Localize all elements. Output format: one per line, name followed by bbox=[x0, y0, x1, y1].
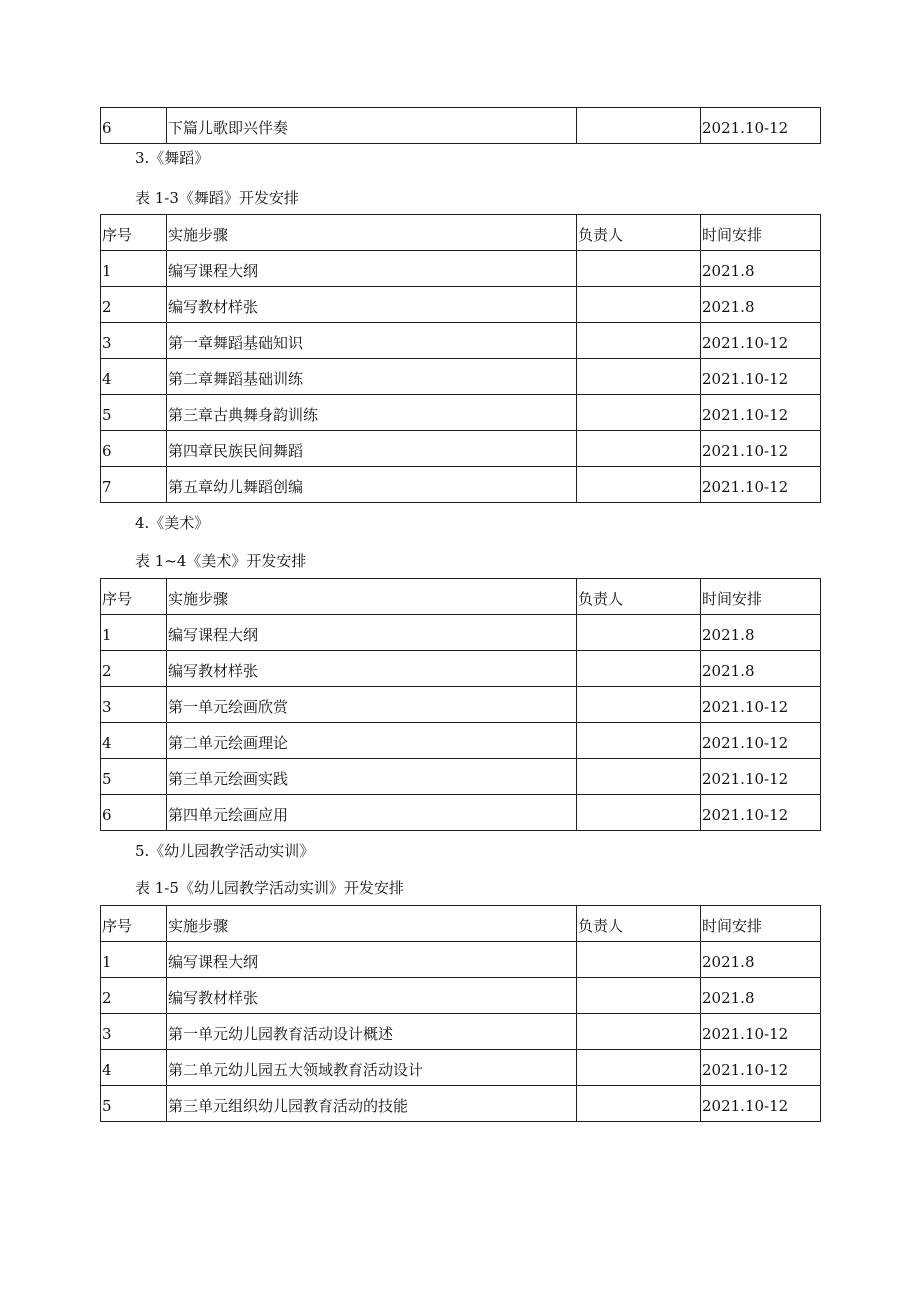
table-art bbox=[100, 578, 821, 831]
cell-owner bbox=[577, 251, 701, 287]
cell-index: 2 bbox=[101, 978, 167, 1014]
cell-step: 第四单元绘画应用 bbox=[167, 795, 577, 831]
table-row bbox=[101, 687, 821, 723]
cell-step: 编写教材样张 bbox=[167, 287, 577, 323]
cell-step: 第四章民族民间舞蹈 bbox=[167, 431, 577, 467]
cell-step: 第二单元幼儿园五大领域教育活动设计 bbox=[167, 1050, 577, 1086]
cell-owner bbox=[577, 978, 701, 1014]
cell-index: 2 bbox=[101, 287, 167, 323]
table-header-row bbox=[101, 906, 821, 942]
header-index: 序号 bbox=[101, 215, 167, 251]
cell-schedule: 2021.10-12 bbox=[701, 687, 821, 723]
cell-index: 6 bbox=[101, 795, 167, 831]
cell-schedule: 2021.10-12 bbox=[701, 1050, 821, 1086]
cell-index: 5 bbox=[101, 1086, 167, 1122]
section-heading-dance: 3.《舞蹈》 bbox=[135, 149, 210, 167]
cell-step: 编写课程大纲 bbox=[167, 615, 577, 651]
cell-owner bbox=[577, 108, 701, 144]
table-row bbox=[101, 978, 821, 1014]
cell-step: 第一章舞蹈基础知识 bbox=[167, 323, 577, 359]
cell-schedule: 2021.10-12 bbox=[701, 1086, 821, 1122]
cell-schedule: 2021.10-12 bbox=[701, 431, 821, 467]
cell-schedule: 2021.10-12 bbox=[701, 795, 821, 831]
table-row bbox=[101, 1086, 821, 1122]
cell-step: 第五章幼儿舞蹈创编 bbox=[167, 467, 577, 503]
table-row bbox=[101, 1050, 821, 1086]
table-row bbox=[101, 795, 821, 831]
table-kindergarten bbox=[100, 905, 821, 1122]
header-schedule: 时间安排 bbox=[701, 579, 821, 615]
cell-index: 4 bbox=[101, 1050, 167, 1086]
cell-owner bbox=[577, 1086, 701, 1122]
cell-index: 6 bbox=[101, 108, 167, 144]
header-step: 实施步骤 bbox=[167, 579, 577, 615]
cell-owner bbox=[577, 723, 701, 759]
table-row bbox=[101, 723, 821, 759]
table-caption-dance: 表 1-3《舞蹈》开发安排 bbox=[135, 189, 299, 207]
cell-step: 第二单元绘画理论 bbox=[167, 723, 577, 759]
header-index: 序号 bbox=[101, 579, 167, 615]
cell-owner bbox=[577, 467, 701, 503]
cell-step: 第三单元组织幼儿园教育活动的技能 bbox=[167, 1086, 577, 1122]
cell-owner bbox=[577, 795, 701, 831]
table-row bbox=[101, 108, 821, 144]
table-row bbox=[101, 615, 821, 651]
cell-schedule: 2021.10-12 bbox=[701, 467, 821, 503]
cell-schedule: 2021.10-12 bbox=[701, 1014, 821, 1050]
cell-index: 5 bbox=[101, 759, 167, 795]
cell-owner bbox=[577, 431, 701, 467]
cell-index: 4 bbox=[101, 359, 167, 395]
table-row bbox=[101, 942, 821, 978]
cell-step: 第三章古典舞身韵训练 bbox=[167, 395, 577, 431]
cell-index: 3 bbox=[101, 687, 167, 723]
cell-schedule: 2021.10-12 bbox=[701, 359, 821, 395]
cell-schedule: 2021.8 bbox=[701, 978, 821, 1014]
cell-step: 第一单元绘画欣赏 bbox=[167, 687, 577, 723]
cell-owner bbox=[577, 287, 701, 323]
table-row bbox=[101, 759, 821, 795]
cell-schedule: 2021.8 bbox=[701, 615, 821, 651]
cell-step: 下篇儿歌即兴伴奏 bbox=[167, 108, 577, 144]
cell-index: 6 bbox=[101, 431, 167, 467]
table-row bbox=[101, 359, 821, 395]
table-row bbox=[101, 431, 821, 467]
cell-owner bbox=[577, 759, 701, 795]
header-step: 实施步骤 bbox=[167, 906, 577, 942]
table-dance bbox=[100, 214, 821, 503]
cell-schedule: 2021.8 bbox=[701, 251, 821, 287]
cell-owner bbox=[577, 615, 701, 651]
header-step: 实施步骤 bbox=[167, 215, 577, 251]
cell-step: 编写教材样张 bbox=[167, 651, 577, 687]
cell-index: 1 bbox=[101, 251, 167, 287]
cell-owner bbox=[577, 323, 701, 359]
cell-index: 1 bbox=[101, 615, 167, 651]
table-row bbox=[101, 251, 821, 287]
cell-index: 5 bbox=[101, 395, 167, 431]
cell-step: 第二章舞蹈基础训练 bbox=[167, 359, 577, 395]
cell-step: 第一单元幼儿园教育活动设计概述 bbox=[167, 1014, 577, 1050]
header-schedule: 时间安排 bbox=[701, 906, 821, 942]
table-music-continuation bbox=[100, 107, 821, 144]
table-row bbox=[101, 395, 821, 431]
cell-schedule: 2021.10-12 bbox=[701, 108, 821, 144]
cell-owner bbox=[577, 942, 701, 978]
cell-owner bbox=[577, 687, 701, 723]
cell-schedule: 2021.10-12 bbox=[701, 759, 821, 795]
section-heading-art: 4.《美术》 bbox=[135, 514, 210, 532]
cell-owner bbox=[577, 1014, 701, 1050]
header-index: 序号 bbox=[101, 906, 167, 942]
table-row bbox=[101, 323, 821, 359]
header-owner: 负责人 bbox=[577, 215, 701, 251]
cell-schedule: 2021.10-12 bbox=[701, 323, 821, 359]
cell-step: 编写课程大纲 bbox=[167, 251, 577, 287]
table-row bbox=[101, 651, 821, 687]
cell-owner bbox=[577, 359, 701, 395]
cell-step: 编写课程大纲 bbox=[167, 942, 577, 978]
header-schedule: 时间安排 bbox=[701, 215, 821, 251]
cell-schedule: 2021.8 bbox=[701, 287, 821, 323]
cell-step: 第三单元绘画实践 bbox=[167, 759, 577, 795]
cell-schedule: 2021.10-12 bbox=[701, 723, 821, 759]
table-header-row bbox=[101, 579, 821, 615]
cell-index: 1 bbox=[101, 942, 167, 978]
cell-schedule: 2021.10-12 bbox=[701, 395, 821, 431]
table-row bbox=[101, 467, 821, 503]
cell-index: 3 bbox=[101, 1014, 167, 1050]
cell-index: 7 bbox=[101, 467, 167, 503]
table-row bbox=[101, 287, 821, 323]
section-heading-kindergarten: 5.《幼儿园教学活动实训》 bbox=[135, 842, 315, 860]
cell-owner bbox=[577, 651, 701, 687]
cell-index: 3 bbox=[101, 323, 167, 359]
cell-step: 编写教材样张 bbox=[167, 978, 577, 1014]
cell-schedule: 2021.8 bbox=[701, 942, 821, 978]
header-owner: 负责人 bbox=[577, 906, 701, 942]
cell-index: 4 bbox=[101, 723, 167, 759]
table-caption-kindergarten: 表 1-5《幼儿园教学活动实训》开发安排 bbox=[135, 879, 404, 897]
table-header-row bbox=[101, 215, 821, 251]
cell-owner bbox=[577, 395, 701, 431]
table-row bbox=[101, 1014, 821, 1050]
cell-owner bbox=[577, 1050, 701, 1086]
header-owner: 负责人 bbox=[577, 579, 701, 615]
cell-schedule: 2021.8 bbox=[701, 651, 821, 687]
cell-index: 2 bbox=[101, 651, 167, 687]
table-caption-art: 表 1~4《美术》开发安排 bbox=[135, 552, 307, 570]
